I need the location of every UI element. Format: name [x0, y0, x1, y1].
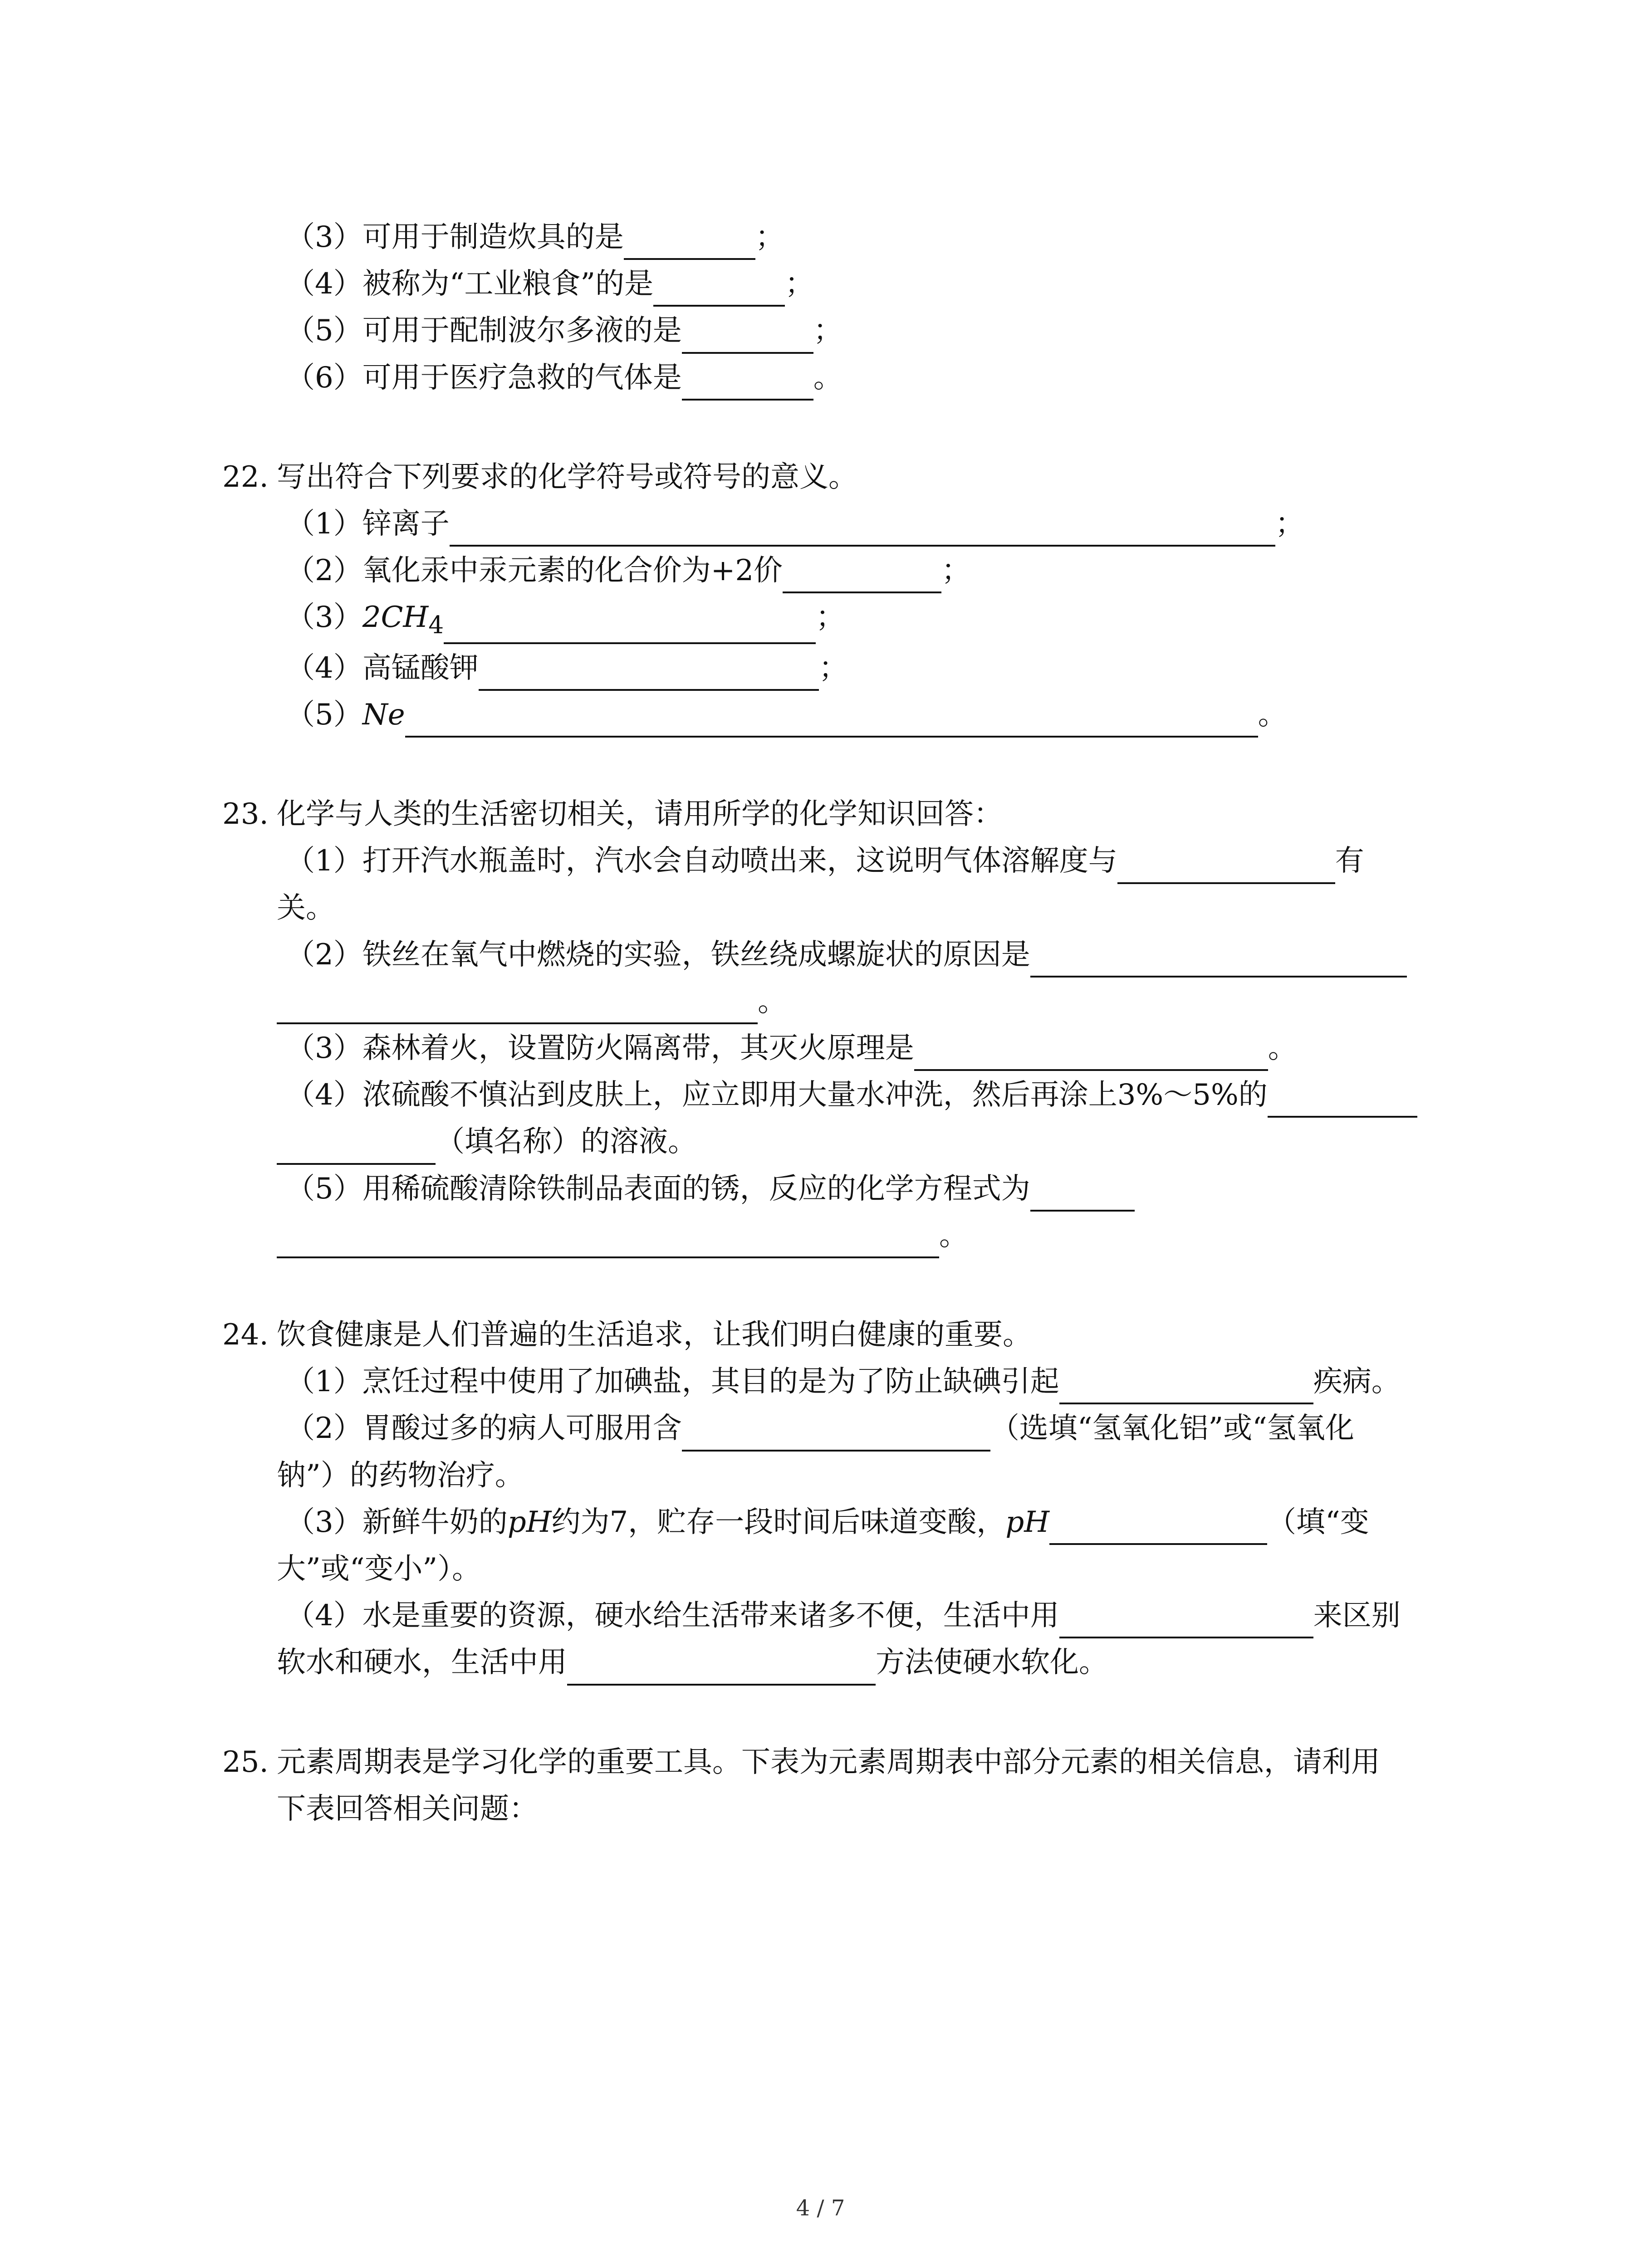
q23-item-1-cont — [222, 886, 1447, 931]
answer-blank[interactable] — [1268, 1084, 1417, 1118]
continuation-text: 下表回答相关问题： — [277, 1792, 538, 1826]
q21-item-3-text: （3）可用于制造炊具的是 — [286, 220, 624, 254]
punct: 。 — [939, 1218, 968, 1252]
answer-blank[interactable] — [682, 367, 813, 400]
continuation-text: 方法使硬水软化。 — [876, 1646, 1108, 1680]
q24-item-3 — [222, 1500, 1447, 1545]
question-21-tail — [222, 215, 1447, 401]
punct: ； — [818, 651, 848, 685]
question-number: 24. — [222, 1318, 269, 1352]
answer-blank[interactable] — [277, 1225, 939, 1258]
q24-item-2-text: （2）胃酸过多的病人可服用含 — [286, 1412, 682, 1446]
question-stem: 元素周期表是学习化学的重要工具。下表为元素周期表中部分元素的相关信息，请利用 — [277, 1745, 1380, 1779]
q24-item-3-text: （3）新鲜牛奶的 — [286, 1505, 508, 1539]
q22-item-3-text: （3） — [286, 601, 362, 635]
answer-blank[interactable] — [277, 1131, 436, 1164]
q21-item-3 — [222, 215, 1447, 260]
answer-blank[interactable] — [567, 1652, 876, 1685]
q24-item-3-cont — [222, 1547, 1447, 1592]
q24-item-1-text: （1）烹饪过程中使用了加碘盐，其目的是为了防止缺碘引起 — [286, 1365, 1059, 1399]
punct: ； — [785, 267, 814, 301]
q23-item-1 — [222, 839, 1447, 884]
q23-item-3 — [222, 1026, 1447, 1071]
q21-item-6 — [222, 356, 1447, 401]
answer-blank[interactable] — [1030, 1178, 1135, 1211]
answer-blank[interactable] — [450, 513, 1275, 547]
answer-blank[interactable] — [682, 1418, 990, 1451]
question-stem: 写出符合下列要求的化学符号或符号的意义。 — [277, 460, 857, 494]
q22-item-1 — [222, 502, 1447, 547]
continuation-text: 关。 — [277, 891, 335, 925]
q24-item-4 — [222, 1593, 1447, 1638]
q23-item-1-text: （1）打开汽水瓶盖时，汽水会自动喷出来，这说明气体溶解度与 — [286, 844, 1117, 878]
q23-item-4-cont — [222, 1119, 1447, 1164]
q22-item-5-text: （5） — [286, 698, 362, 732]
question-number: 22. — [222, 460, 269, 494]
answer-blank[interactable] — [1059, 1371, 1313, 1404]
q22-item-1-text: （1）锌离子 — [286, 507, 450, 541]
answer-blank[interactable] — [1117, 850, 1335, 884]
q23-item-2-text: （2）铁丝在氧气中燃烧的实验，铁丝绕成螺旋状的原因是 — [286, 938, 1030, 972]
q23-item-2 — [222, 933, 1447, 978]
q24-item-4-cont — [222, 1640, 1447, 1685]
q23-item-3-text: （3）森林着火，设置防火隔离带，其灭火原理是 — [286, 1031, 914, 1066]
q24-item-2-tail: （选填“氢氧化铝”或“氢氧化 — [990, 1412, 1354, 1446]
q21-item-6-text: （6）可用于医疗急救的气体是 — [286, 361, 682, 395]
q25-stem-cont — [222, 1787, 1447, 1832]
answer-blank[interactable] — [653, 273, 785, 307]
answer-blank[interactable] — [783, 560, 941, 593]
q23-item-5 — [222, 1167, 1447, 1212]
q23-item-4-text: （4）浓硫酸不慎沾到皮肤上，应立即用大量水冲洗，然后再涂上3%～5%的 — [286, 1078, 1268, 1112]
answer-blank[interactable] — [405, 704, 1258, 738]
answer-blank[interactable] — [479, 657, 819, 691]
answer-blank[interactable] — [444, 610, 816, 644]
q22-item-3 — [222, 595, 1447, 644]
question-25 — [222, 1740, 1447, 1785]
punct: 。 — [1268, 1031, 1297, 1066]
question-number: 25. — [222, 1745, 269, 1779]
q21-item-5-text: （5）可用于配制波尔多液的是 — [286, 314, 682, 348]
q24-item-2 — [222, 1406, 1447, 1451]
ph-symbol: pH — [507, 1505, 552, 1539]
answer-blank[interactable] — [277, 991, 758, 1024]
punct: 。 — [1258, 698, 1287, 732]
q22-item-2-text: （2）氧化汞中汞元素的化合价为+2价 — [286, 554, 783, 588]
answer-blank[interactable] — [914, 1037, 1268, 1071]
answer-blank[interactable] — [624, 226, 755, 260]
punct: 。 — [758, 984, 787, 1018]
question-24 — [222, 1313, 1447, 1358]
q22-item-5 — [222, 693, 1447, 738]
answer-blank[interactable] — [1059, 1605, 1313, 1638]
question-number: 23. — [222, 797, 269, 831]
q23-item-5-cont — [222, 1213, 1447, 1258]
question-23 — [222, 792, 1447, 837]
continuation-text: 钠”）的药物治疗。 — [277, 1458, 524, 1492]
chemical-formula: 2CH — [362, 601, 429, 635]
q24-item-1 — [222, 1359, 1447, 1404]
formula-subscript: 4 — [428, 611, 444, 640]
q23-item-2-cont — [222, 979, 1447, 1024]
answer-blank[interactable] — [1030, 944, 1407, 978]
q23-item-4 — [222, 1073, 1447, 1118]
q24-item-4-text: （4）水是重要的资源，硬水给生活带来诸多不便，生活中用 — [286, 1599, 1059, 1633]
q23-item-1-tail: 有 — [1335, 844, 1364, 878]
answer-blank[interactable] — [1049, 1511, 1267, 1545]
page-number: 4 / 7 — [796, 2195, 845, 2221]
punct: ； — [813, 314, 843, 348]
question-stem: 化学与人类的生活密切相关，请用所学的化学知识回答： — [277, 797, 1003, 831]
punct: ； — [816, 601, 845, 635]
question-22 — [222, 455, 1447, 500]
q24-item-3-tail: （填“变 — [1267, 1505, 1369, 1539]
q24-item-3-mid: 约为7，贮存一段时间后味道变酸， — [551, 1505, 1006, 1539]
continuation-text: 软水和硬水，生活中用 — [277, 1646, 567, 1680]
continuation-text: （填名称）的溶液。 — [436, 1125, 697, 1159]
punct: ； — [941, 554, 971, 588]
chemical-formula: Ne — [362, 698, 405, 732]
q21-item-4 — [222, 262, 1447, 307]
punct: ； — [1275, 507, 1304, 541]
q23-item-5-text: （5）用稀硫酸清除铁制品表面的锈，反应的化学方程式为 — [286, 1172, 1030, 1206]
q21-item-5 — [222, 308, 1447, 353]
punct: 。 — [813, 361, 843, 395]
answer-blank[interactable] — [682, 320, 813, 353]
question-stem: 饮食健康是人们普遍的生活追求，让我们明白健康的重要。 — [277, 1318, 1032, 1352]
exam-page — [222, 213, 1447, 1833]
q21-item-4-text: （4）被称为“工业粮食”的是 — [286, 267, 654, 301]
q24-item-1-tail: 疾病。 — [1313, 1365, 1401, 1399]
q24-item-4-tail: 来区别 — [1313, 1599, 1401, 1633]
q22-item-4 — [222, 646, 1447, 691]
punct: ； — [755, 220, 784, 254]
continuation-text: 大”或“变小”）。 — [277, 1552, 481, 1586]
q24-item-2-cont — [222, 1453, 1447, 1498]
ph-symbol: pH — [1005, 1505, 1049, 1539]
q22-item-4-text: （4）高锰酸钾 — [286, 651, 479, 685]
q22-item-2 — [222, 548, 1447, 593]
